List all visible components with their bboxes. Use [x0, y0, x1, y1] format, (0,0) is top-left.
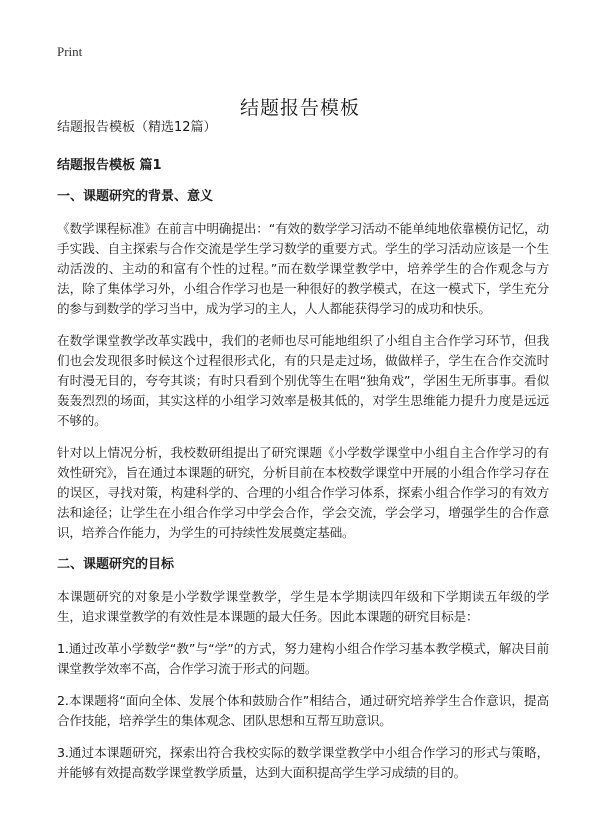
paragraph: 本课题研究的对象是小学数学课堂教学，学生是本学期读四年级和下学期读五年级的学生，追求课堂教学的有效性是本课题的最大任务。因此本课题的研究目标是： — [57, 589, 549, 624]
section-heading-background: 一、课题研究的背景、意义 — [57, 189, 214, 204]
goal-item: 1.通过改革小学数学“教”与“学”的方式，努力建构小组合作学习基本教学模式，解决目前课堂教学效率不高，合作学习流于形式的问题。 — [57, 641, 549, 676]
document-body — [57, 118, 549, 795]
print-link[interactable]: Print — [57, 44, 83, 59]
goal-item: 3.通过本课题研究，探索出符合我校实际的数学课堂教学中小组合作学习的形式与策略，并能够有效提高数学课堂教学质量，达到大面积提高学生学习成绩的目的。 — [57, 745, 549, 780]
document-subtitle: 结题报告模板（精选12篇） — [57, 120, 217, 135]
paragraph: 针对以上情况分析，我校数研组提出了研究课题《小学数学课堂中小组自主合作学习的有效性研究》，旨在通过本课题的研究，分析目前在本校数学课堂中开展的小组合作学习存在的误区，寻找对策，构建科学的、合理的小组合作学习体系，探索小组合作学习的有效方法和途径；让学生在小组合作学习中学会合作，学会交流，学会学习，增强学生的合作意识，培养合作能力，为学生的可持续性发展奠定基础。 — [57, 445, 549, 540]
page-title: 结题报告模板 — [239, 96, 360, 119]
paragraph: 《数学课程标准》在前言中明确提出：“有效的数学学习活动不能单纯地依靠模仿记忆，动手实践、自主探索与合作交流是学生学习数学的重要方式。学生的学习活动应该是一个生动活泼的、主动的和富有个性的过程。”而在数学课堂教学中，培养学生的合作观念与方法，除了集体学习外，小组合作学习也是一种很好的教学模式，在这一模式下，学生充分的参与到数学的学习当中，成为学习的主人，人人都能获得学习的成功和快乐。 — [57, 221, 549, 316]
section-heading-goals: 二、课题研究的目标 — [57, 557, 175, 572]
article-heading: 结题报告模板 篇1 — [57, 158, 162, 173]
goal-item: 2.本课题将“面向全体、发展个体和鼓励合作”相结合，通过研究培养学生合作意识，提高合作技能，培养学生的集体观念、团队思想和互帮互助意识。 — [57, 693, 549, 728]
paragraph: 在数学课堂教学改革实践中，我们的老师也尽可能地组织了小组自主合作学习环节，但我们也会发现很多时候这个过程很形式化，有的只是走过场，做做样子，学生在合作交流时有时漫无目的，夸夸其谈；有时只看到个别优等生在唱“独角戏”，学困生无所事事。看似轰轰烈烈的场面，其实这样的小组学习效率是极其低的，对学生思维能力提升力度是远远不够的。 — [57, 333, 549, 428]
